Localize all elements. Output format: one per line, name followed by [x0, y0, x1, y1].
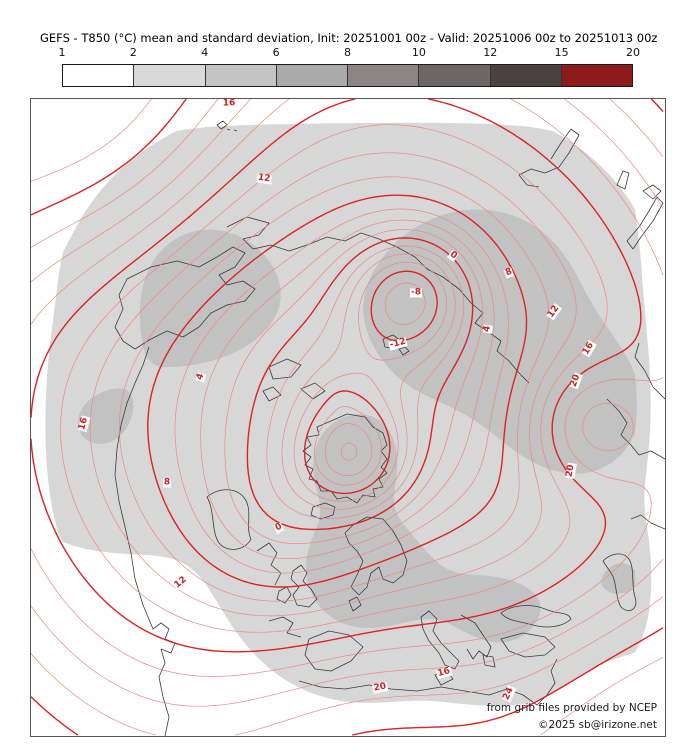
- colorbar: [62, 64, 633, 87]
- contour-label: 0: [273, 521, 284, 534]
- contour-label: 20: [568, 373, 583, 389]
- contour-label: 20: [564, 463, 577, 478]
- colorbar-tick: 4: [201, 46, 209, 59]
- contour-label: 24: [501, 685, 516, 702]
- colorbar-segment: [418, 65, 489, 86]
- contour-label: 16: [222, 98, 236, 109]
- contour-label: 0: [447, 249, 459, 262]
- contour-label: 8: [504, 266, 514, 279]
- colorbar-tick: 20: [626, 46, 640, 59]
- colorbar-segment: [133, 65, 204, 86]
- attribution-source: from grib files provided by NCEP: [486, 702, 657, 714]
- contour-label: 16: [581, 340, 597, 357]
- colorbar-tick: 8: [344, 46, 351, 59]
- contour-label: 16: [77, 416, 90, 432]
- colorbar-segment: [276, 65, 347, 86]
- colorbar-segment: [63, 65, 133, 86]
- colorbar-segment: [205, 65, 276, 86]
- colorbar-tick: 6: [272, 46, 280, 59]
- contour-label: -12: [388, 336, 408, 351]
- contour-label: 4: [194, 372, 207, 382]
- contour-label: 16: [436, 666, 452, 679]
- contour-label: -8: [411, 287, 421, 298]
- attribution-copyright: ©2025 sb@irizone.net: [538, 719, 657, 731]
- map-frame: [30, 98, 666, 737]
- colorbar-tick-labels: [58, 46, 640, 60]
- colorbar-tick: 1: [58, 46, 66, 59]
- contour-label: 8: [163, 477, 171, 488]
- weather-map-canvas: [31, 99, 665, 736]
- contour-label: 12: [545, 303, 562, 320]
- colorbar-tick: 12: [483, 46, 498, 59]
- contour-label: 12: [172, 574, 189, 591]
- colorbar-segment: [561, 65, 632, 86]
- colorbar-segment: [490, 65, 561, 86]
- colorbar-segment: [347, 65, 418, 86]
- contour-label: 12: [257, 172, 271, 185]
- chart-title: GEFS - T850 (°C) mean and standard deviation, Init: 20251001 00z - Valid: 20251006 00z to 20251013 00z: [40, 31, 658, 45]
- colorbar-tick: 2: [129, 46, 137, 59]
- colorbar-tick: 15: [554, 46, 569, 59]
- colorbar-tick: 10: [411, 46, 426, 59]
- contour-label: 4: [482, 324, 493, 333]
- contour-label: 20: [372, 681, 387, 694]
